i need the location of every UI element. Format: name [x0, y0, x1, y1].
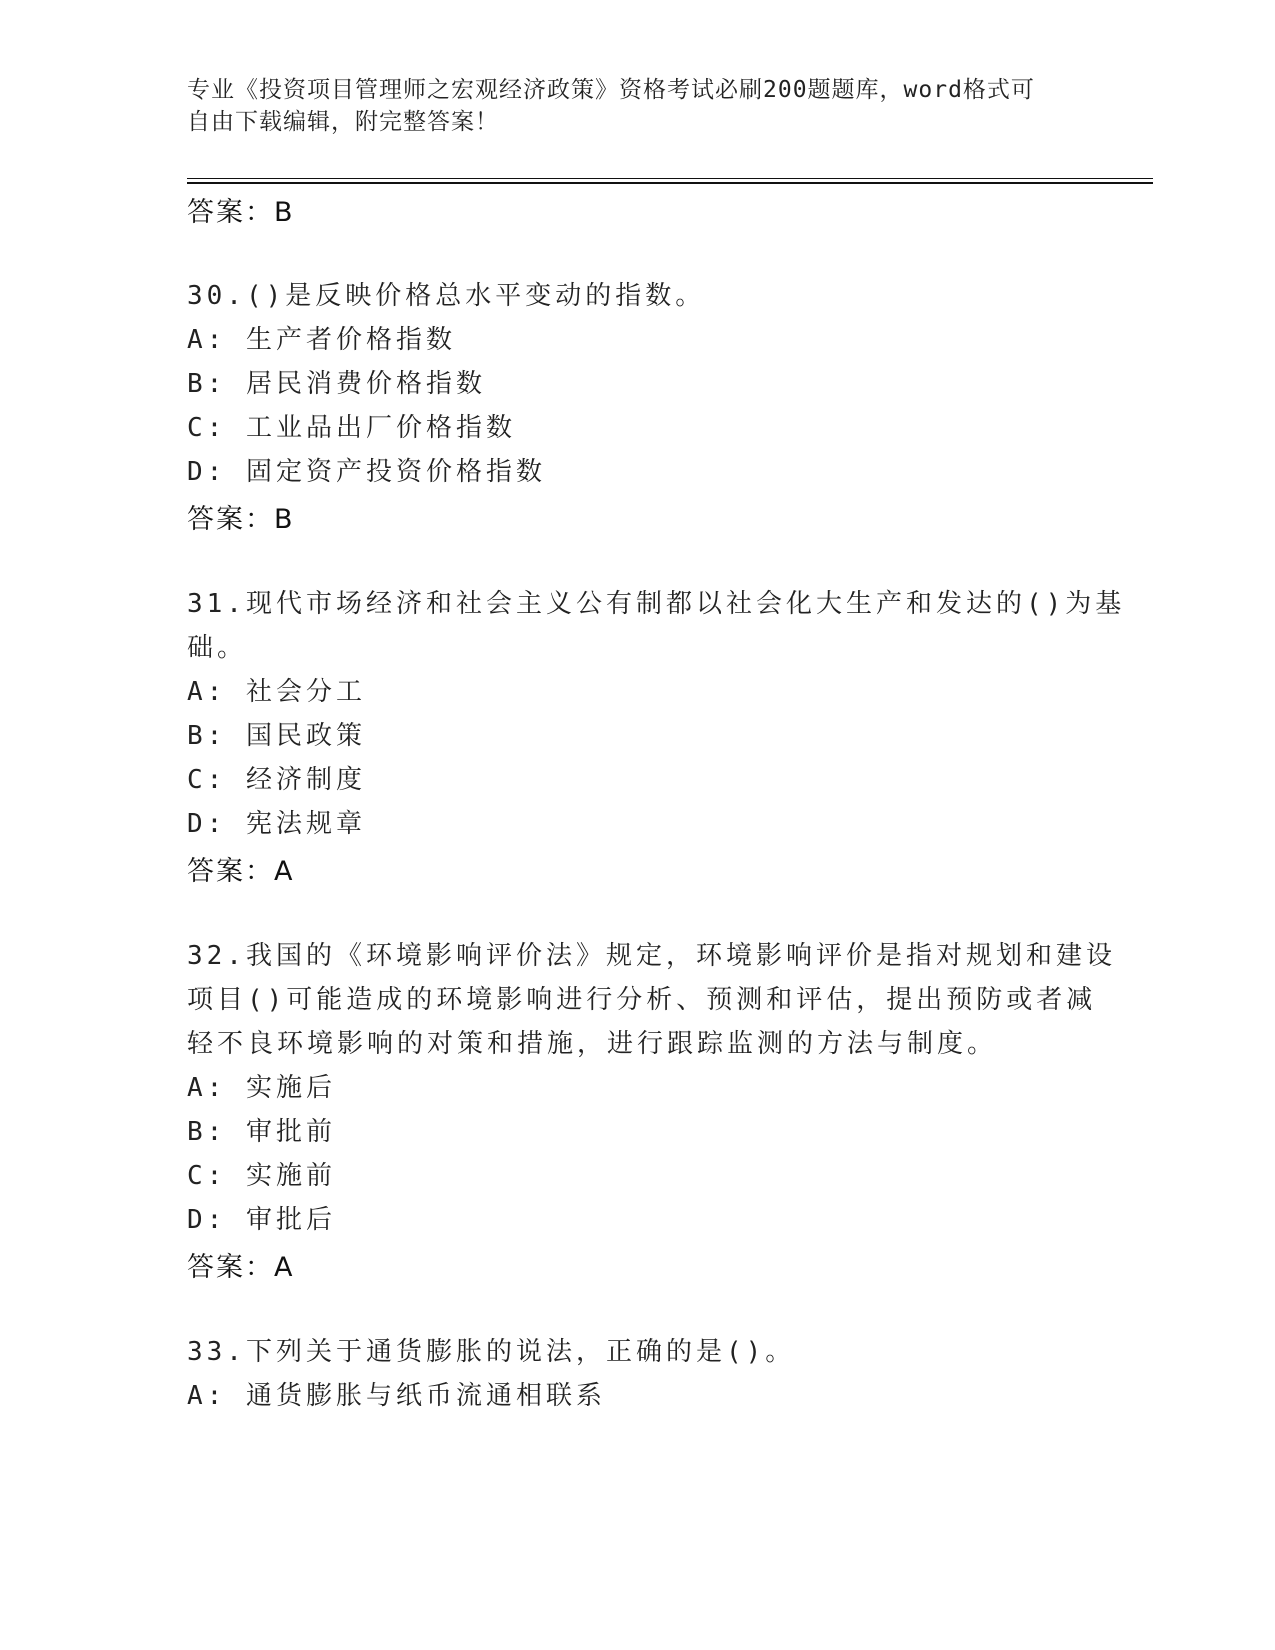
q32-option-a: A: 实施后 [187, 1073, 336, 1103]
q30-option-c: C: 工业品出厂价格指数 [187, 413, 516, 443]
q30-option-a: A: 生产者价格指数 [187, 325, 456, 355]
q30-option-d: D: 固定资产投资价格指数 [187, 457, 546, 487]
q33-option-a: A: 通货膨胀与纸币流通相联系 [187, 1381, 606, 1411]
q32-stem-line-2: 项目()可能造成的环境影响进行分析、预测和评估，提出预防或者减 [187, 985, 1097, 1015]
header-title-line-1: 专业《投资项目管理师之宏观经济政策》资格考试必刷200题题库，word格式可 [187, 77, 1035, 103]
q32-option-d: D: 审批后 [187, 1205, 336, 1235]
q31-option-c: C: 经济制度 [187, 765, 366, 795]
q31-option-d: D: 宪法规章 [187, 809, 366, 839]
q31-option-b: B: 国民政策 [187, 721, 366, 751]
prev-answer: 答案：B [187, 197, 295, 228]
q32-option-b: B: 审批前 [187, 1117, 336, 1147]
q32-option-c: C: 实施前 [187, 1161, 336, 1191]
q30-stem: 30.()是反映价格总水平变动的指数。 [187, 281, 706, 311]
q31-stem-line-2: 础。 [187, 633, 248, 663]
q32-stem-line-1: 32.我国的《环境影响评价法》规定，环境影响评价是指对规划和建设 [187, 941, 1116, 971]
q31-answer: 答案：A [187, 856, 295, 887]
document-header [187, 74, 1067, 138]
q31-option-a: A: 社会分工 [187, 677, 366, 707]
header-title-line-2: 自由下载编辑，附完整答案！ [187, 109, 499, 135]
q30-answer: 答案：B [187, 504, 295, 535]
q32-stem-line-3: 轻不良环境影响的对策和措施，进行跟踪监测的方法与制度。 [187, 1029, 998, 1059]
q33-stem: 33.下列关于通货膨胀的说法，正确的是()。 [187, 1337, 796, 1367]
q31-stem-line-1: 31.现代市场经济和社会主义公有制都以社会化大生产和发达的()为基 [187, 589, 1126, 619]
q30-option-b: B: 居民消费价格指数 [187, 369, 486, 399]
header-divider-thin [187, 178, 1153, 179]
q32-answer: 答案：A [187, 1252, 295, 1283]
header-divider-thick [187, 182, 1153, 184]
